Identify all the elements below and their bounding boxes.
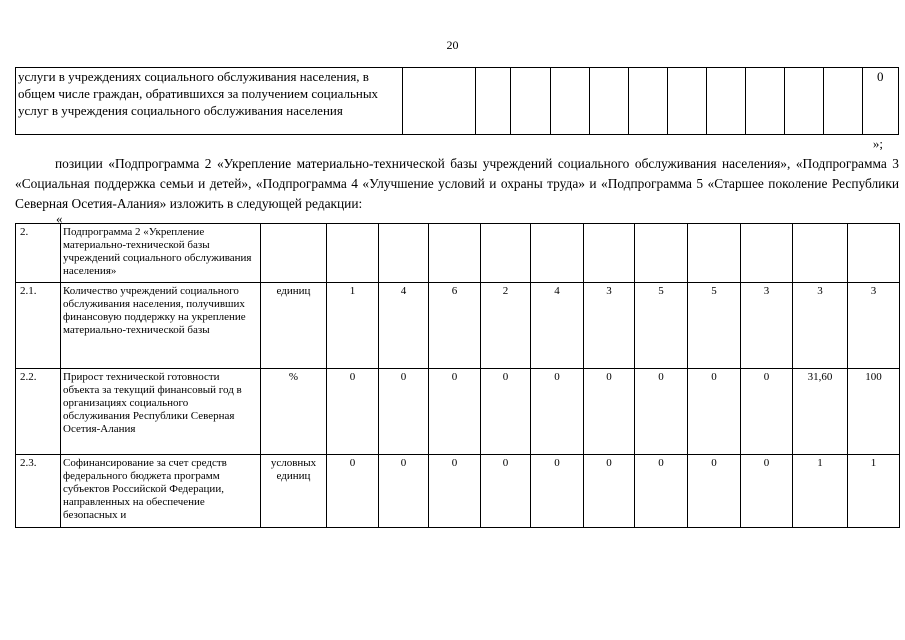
value-cell: 0	[327, 455, 379, 528]
value-cell: 0	[688, 369, 741, 455]
value-cell: 6	[429, 283, 481, 369]
value-cell: 0	[862, 68, 899, 135]
value-cell	[741, 224, 793, 283]
value-cell: 0	[481, 369, 531, 455]
value-cell: 3	[741, 283, 793, 369]
continued-table	[15, 67, 899, 135]
value-cell: 0	[635, 369, 688, 455]
opening-quote: «	[56, 211, 63, 226]
value-cell	[688, 224, 741, 283]
value-cell: 31,60	[793, 369, 848, 455]
value-cell: 0	[584, 455, 635, 528]
value-cell: 0	[429, 455, 481, 528]
value-cell	[327, 224, 379, 283]
unit-cell: единиц	[261, 283, 327, 369]
table-row	[16, 455, 900, 528]
value-cell	[429, 224, 481, 283]
indicator-name-cell: Прирост технической готовности объекта за текущий финансовый год в организациях социального обслуживания Республики Северная Осетия-Алания	[61, 369, 261, 455]
value-cell: 0	[531, 455, 584, 528]
value-cell: 5	[635, 283, 688, 369]
value-cell: 2	[481, 283, 531, 369]
table-row	[16, 369, 900, 455]
value-cell: 0	[688, 455, 741, 528]
indicator-name-cell: услуги в учреждениях социального обслуживания населения, в общем числе граждан, обратившихся за получением социальных услуг в учреждения социального обслуживания населения	[16, 68, 403, 135]
row-number-cell: 2.2.	[16, 369, 61, 455]
row-number-cell: 2.3.	[16, 455, 61, 528]
indicator-name-cell: Подпрограмма 2 «Укрепление материально-технической базы учреждений социального обслуживания населения»	[61, 224, 261, 283]
value-cell: 1	[848, 455, 900, 528]
value-cell	[531, 224, 584, 283]
value-cell: 0	[741, 455, 793, 528]
value-cell: 5	[688, 283, 741, 369]
indicators-table	[15, 223, 900, 528]
unit-cell: условных единиц	[261, 455, 327, 528]
closing-quote: »;	[872, 136, 883, 151]
value-cell	[793, 224, 848, 283]
page-number: 20	[446, 38, 459, 52]
value-cell: 0	[531, 369, 584, 455]
value-cell: 0	[379, 455, 429, 528]
value-cell	[481, 224, 531, 283]
value-cell: 0	[429, 369, 481, 455]
value-cell	[584, 224, 635, 283]
table-row	[16, 283, 900, 369]
unit-cell: %	[261, 369, 327, 455]
value-cell: 0	[741, 369, 793, 455]
value-cell: 1	[793, 455, 848, 528]
value-cell: 1	[327, 283, 379, 369]
value-cell	[379, 224, 429, 283]
value-cell: 3	[584, 283, 635, 369]
amendment-paragraph: позиции «Подпрограмма 2 «Укрепление материально-технической базы учреждений социального обслуживания населения», «Подпрограмма 3 «Социальная поддержка семьи и детей», «Подпрограмма 4 «Улучшение условий и охраны труда» и «Подпрограмма 5 «Старшее поколение Республики Северная Осетия-Алания» изложить в следующей редакции:	[15, 156, 899, 211]
row-number-cell: 2.	[16, 224, 61, 283]
table-row	[16, 224, 900, 283]
table-row	[16, 68, 899, 135]
indicator-name-cell: Количество учреждений социального обслуживания населения, получивших финансовую поддержку на укрепление материально-технической базы	[61, 283, 261, 369]
row-number-cell: 2.1.	[16, 283, 61, 369]
value-cell: 4	[531, 283, 584, 369]
value-cell: 0	[481, 455, 531, 528]
value-cell: 3	[793, 283, 848, 369]
value-cell: 0	[584, 369, 635, 455]
value-cell: 100	[848, 369, 900, 455]
unit-cell	[261, 224, 327, 283]
value-cell	[848, 224, 900, 283]
value-cell: 0	[379, 369, 429, 455]
indicator-name-cell: Софинансирование за счет средств федерального бюджета программ субъектов Российской Федерации, направленных на обеспечение безопасных и	[61, 455, 261, 528]
value-cell: 3	[848, 283, 900, 369]
value-cell: 0	[635, 455, 688, 528]
value-cell: 0	[327, 369, 379, 455]
value-cell: 4	[379, 283, 429, 369]
value-cell	[635, 224, 688, 283]
